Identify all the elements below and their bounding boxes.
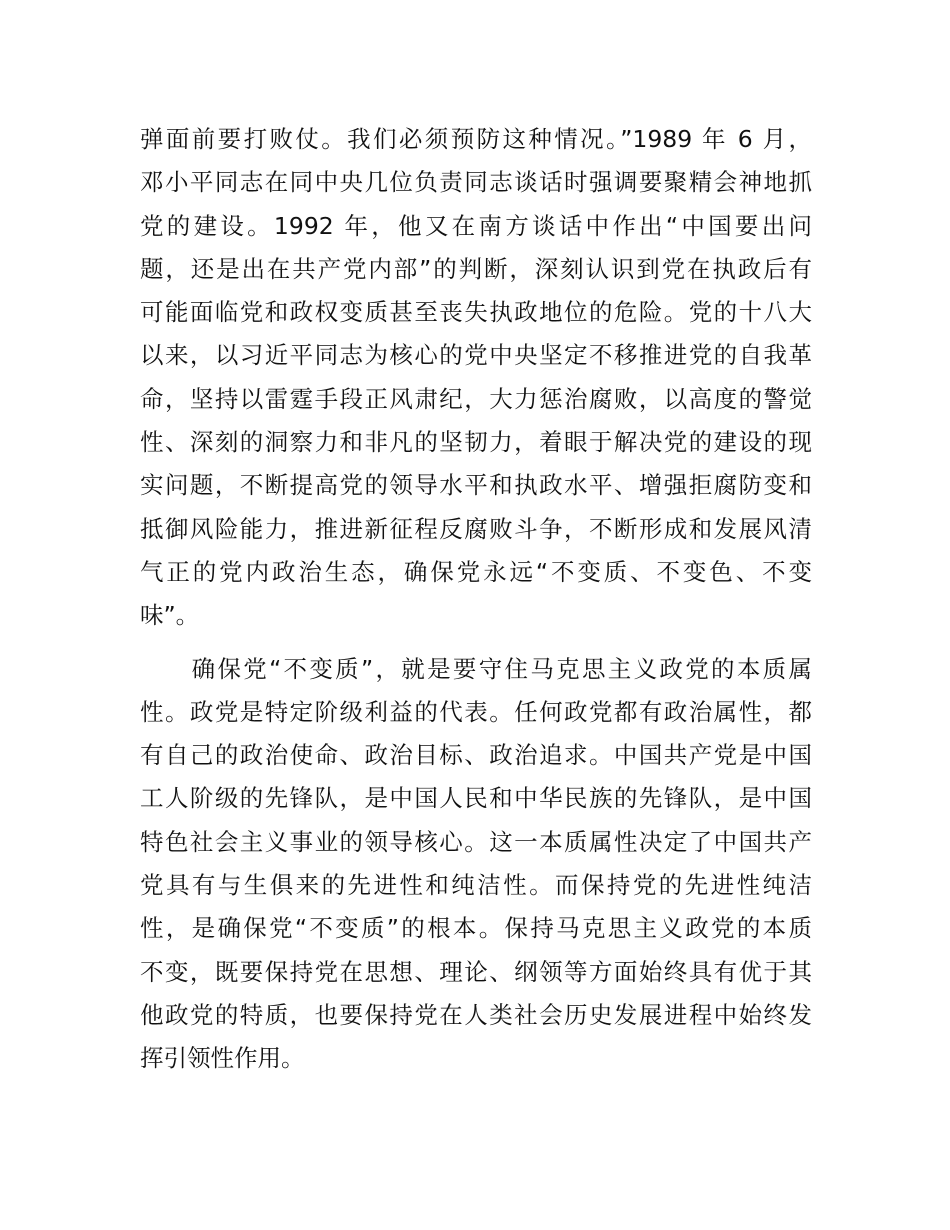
text-line: 挥引领性作用。 <box>140 1044 305 1073</box>
text-line: 工人阶级的先锋队，是中国人民和中华民族的先锋队，是中国 <box>140 784 812 813</box>
text-line: 确保党“不变质”，就是要守住马克思主义政党的本质属 <box>140 654 812 683</box>
text-line: 气正的党内政治生态，确保党永远“不变质、不变色、不变 <box>140 557 812 586</box>
text-line: 弹面前要打败仗。我们必须预防这种情况。”1989 年 6 月， <box>140 125 812 153</box>
paragraph-1 <box>140 118 812 638</box>
paragraph-spacing <box>140 638 812 648</box>
text-line: 党的建设。1992 年，他又在南方谈话中作出“中国要出问 <box>140 211 812 240</box>
text-line: 命，坚持以雷霆手段正风肃纪，大力惩治腐败，以高度的警觉 <box>140 384 812 413</box>
text-line: 可能面临党和政权变质甚至丧失执政地位的危险。党的十八大 <box>140 298 812 327</box>
text-line: 以来，以习近平同志为核心的党中央坚定不移推进党的自我革 <box>140 341 812 370</box>
text-line: 味”。 <box>140 601 200 630</box>
text-line: 题，还是出在共产党内部”的判断，深刻认识到党在执政后有 <box>140 254 812 283</box>
text-line: 党具有与生俱来的先进性和纯洁性。而保持党的先进性纯洁 <box>140 871 812 900</box>
text-line: 不变，既要保持党在思想、理论、纲领等方面始终具有优于其 <box>140 957 812 986</box>
text-line: 性、深刻的洞察力和非凡的坚韧力，着眼于解决党的建设的现 <box>140 428 812 457</box>
paragraph-2 <box>140 648 812 1081</box>
text-line: 邓小平同志在同中央几位负责同志谈话时强调要聚精会神地抓 <box>140 168 812 197</box>
text-line: 特色社会主义事业的领导核心。这一本质属性决定了中国共产 <box>140 827 812 856</box>
text-line: 性，是确保党“不变质”的根本。保持马克思主义政党的本质 <box>140 914 812 943</box>
text-line: 抵御风险能力，推进新征程反腐败斗争，不断形成和发展风清 <box>140 514 812 543</box>
text-line: 性。政党是特定阶级利益的代表。任何政党都有政治属性，都 <box>140 697 812 726</box>
text-line: 他政党的特质，也要保持党在人类社会历史发展进程中始终发 <box>140 1000 812 1029</box>
text-line: 实问题，不断提高党的领导水平和执政水平、增强拒腐防变和 <box>140 471 812 500</box>
document-body <box>140 118 812 1081</box>
text-line: 有自己的政治使命、政治目标、政治追求。中国共产党是中国 <box>140 741 812 770</box>
